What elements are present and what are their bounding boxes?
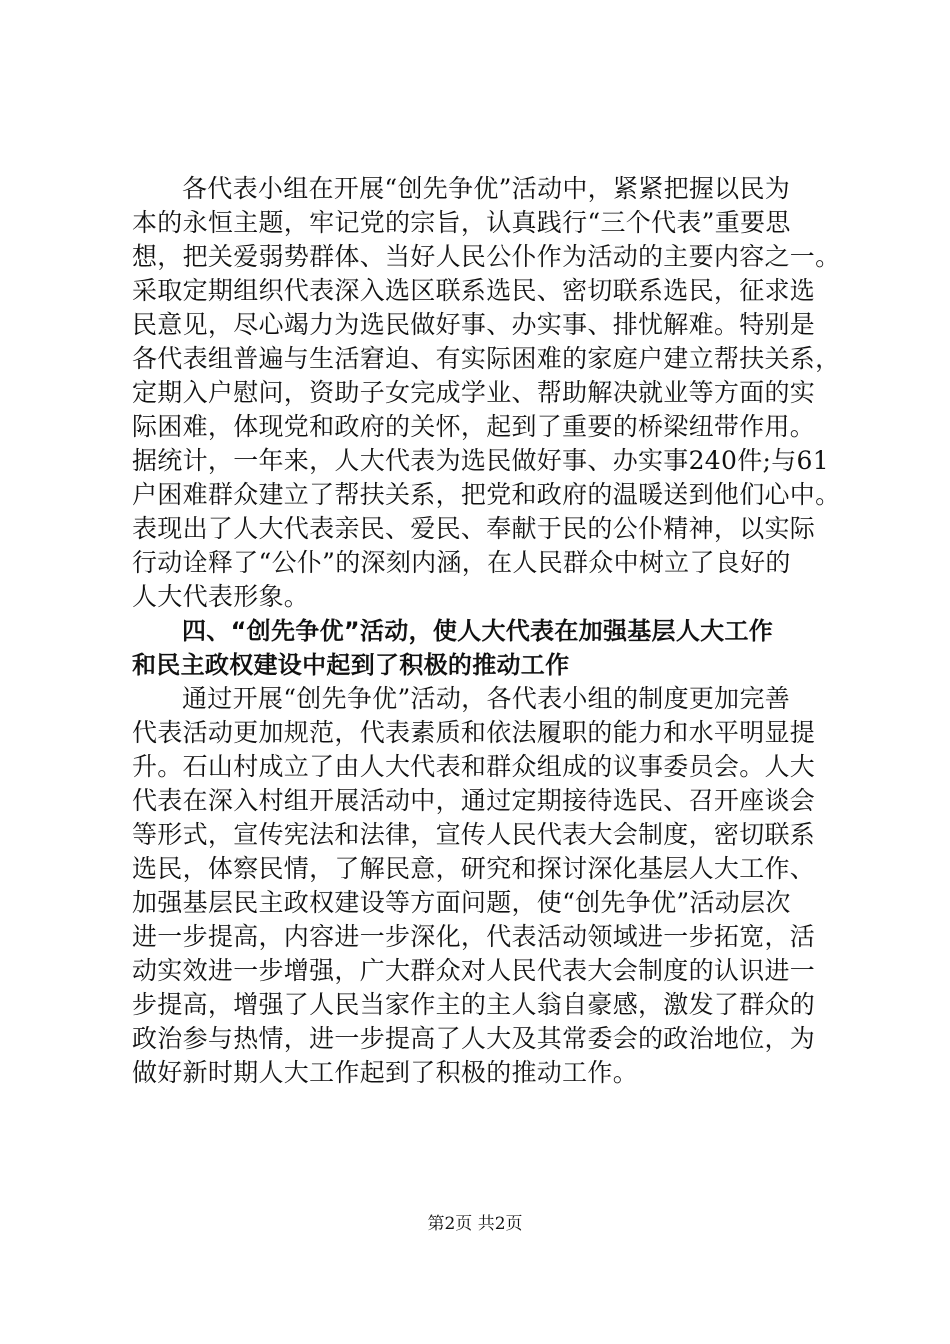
paragraph-4-line-3: 升。石山村成立了由人大代表和群众组成的议事委员会。人大 [132,752,816,781]
section-heading-4-line-1: 四、“创先争优”活动，使人大代表在加强基层人大工作 [182,617,774,645]
paragraph-3-line-3: 想，把关爱弱势群体、当好人民公仆作为活动的主要内容之一。 [132,242,841,271]
paragraph-3-line-7: 定期入户慰问，资助子女完成学业、帮助解决就业等方面的实 [132,378,816,407]
paragraph-4-line-1: 通过开展“创先争优”活动，各代表小组的制度更加完善 [182,684,791,713]
paragraph-3-line-11: 表现出了人大代表亲民、爱民、奉献于民的公仆精神，以实际 [132,514,816,543]
paragraph-3-line-12: 行动诠释了“公仆”的深刻内涵，在人民群众中树立了良好的 [132,548,791,577]
section-heading-4-line-2: 和民主政权建设中起到了积极的推动工作 [132,651,570,679]
paragraph-3-line-1: 各代表小组在开展“创先争优”活动中，紧紧把握以民为 [182,174,791,203]
paragraph-4-line-8: 进一步提高，内容进一步深化，代表活动领域进一步拓宽，活 [132,922,816,951]
paragraph-3-line-4: 采取定期组织代表深入选区联系选民、密切联系选民，征求选 [132,276,816,305]
paragraph-4-line-10: 步提高，增强了人民当家作主的主人翁自豪感，激发了群众的 [132,990,816,1019]
paragraph-4-line-6: 选民，体察民情，了解民意，研究和探讨深化基层人大工作、 [132,854,816,883]
paragraph-4-line-9: 动实效进一步增强，广大群众对人民代表大会制度的认识进一 [132,956,816,985]
paragraph-4-line-4: 代表在深入村组开展活动中，通过定期接待选民、召开座谈会 [132,786,816,815]
paragraph-4-line-7: 加强基层民主政权建设等方面问题，使“创先争优”活动层次 [132,888,791,917]
paragraph-4-line-5: 等形式，宣传宪法和法律，宣传人民代表大会制度，密切联系 [132,820,816,849]
paragraph-3-line-5: 民意见，尽心竭力为选民做好事、办实事、排忧解难。特别是 [132,310,816,339]
paragraph-3-line-8: 际困难，体现党和政府的关怀，起到了重要的桥梁纽带作用。 [132,412,816,441]
paragraph-3-line-13: 人大代表形象。 [132,582,310,611]
paragraph-4-line-11: 政治参与热情，进一步提高了人大及其常委会的政治地位，为 [132,1024,816,1053]
paragraph-4-line-2: 代表活动更加规范，代表素质和依法履职的能力和水平明显提 [132,718,816,747]
paragraph-3-line-2: 本的永恒主题，牢记党的宗旨，认真践行“三个代表”重要思 [132,208,791,237]
paragraph-4-line-12: 做好新时期人大工作起到了积极的推动工作。 [132,1058,639,1087]
paragraph-3-line-9: 据统计，一年来，人大代表为选民做好事、办实事240件;与61 [132,446,829,475]
paragraph-3-line-10: 户困难群众建立了帮扶关系，把党和政府的温暖送到他们心中。 [132,480,841,509]
paragraph-3-line-6: 各代表组普遍与生活窘迫、有实际困难的家庭户建立帮扶关系， [132,344,841,373]
page-number-footer: 第2页 共2页 [427,1214,523,1234]
